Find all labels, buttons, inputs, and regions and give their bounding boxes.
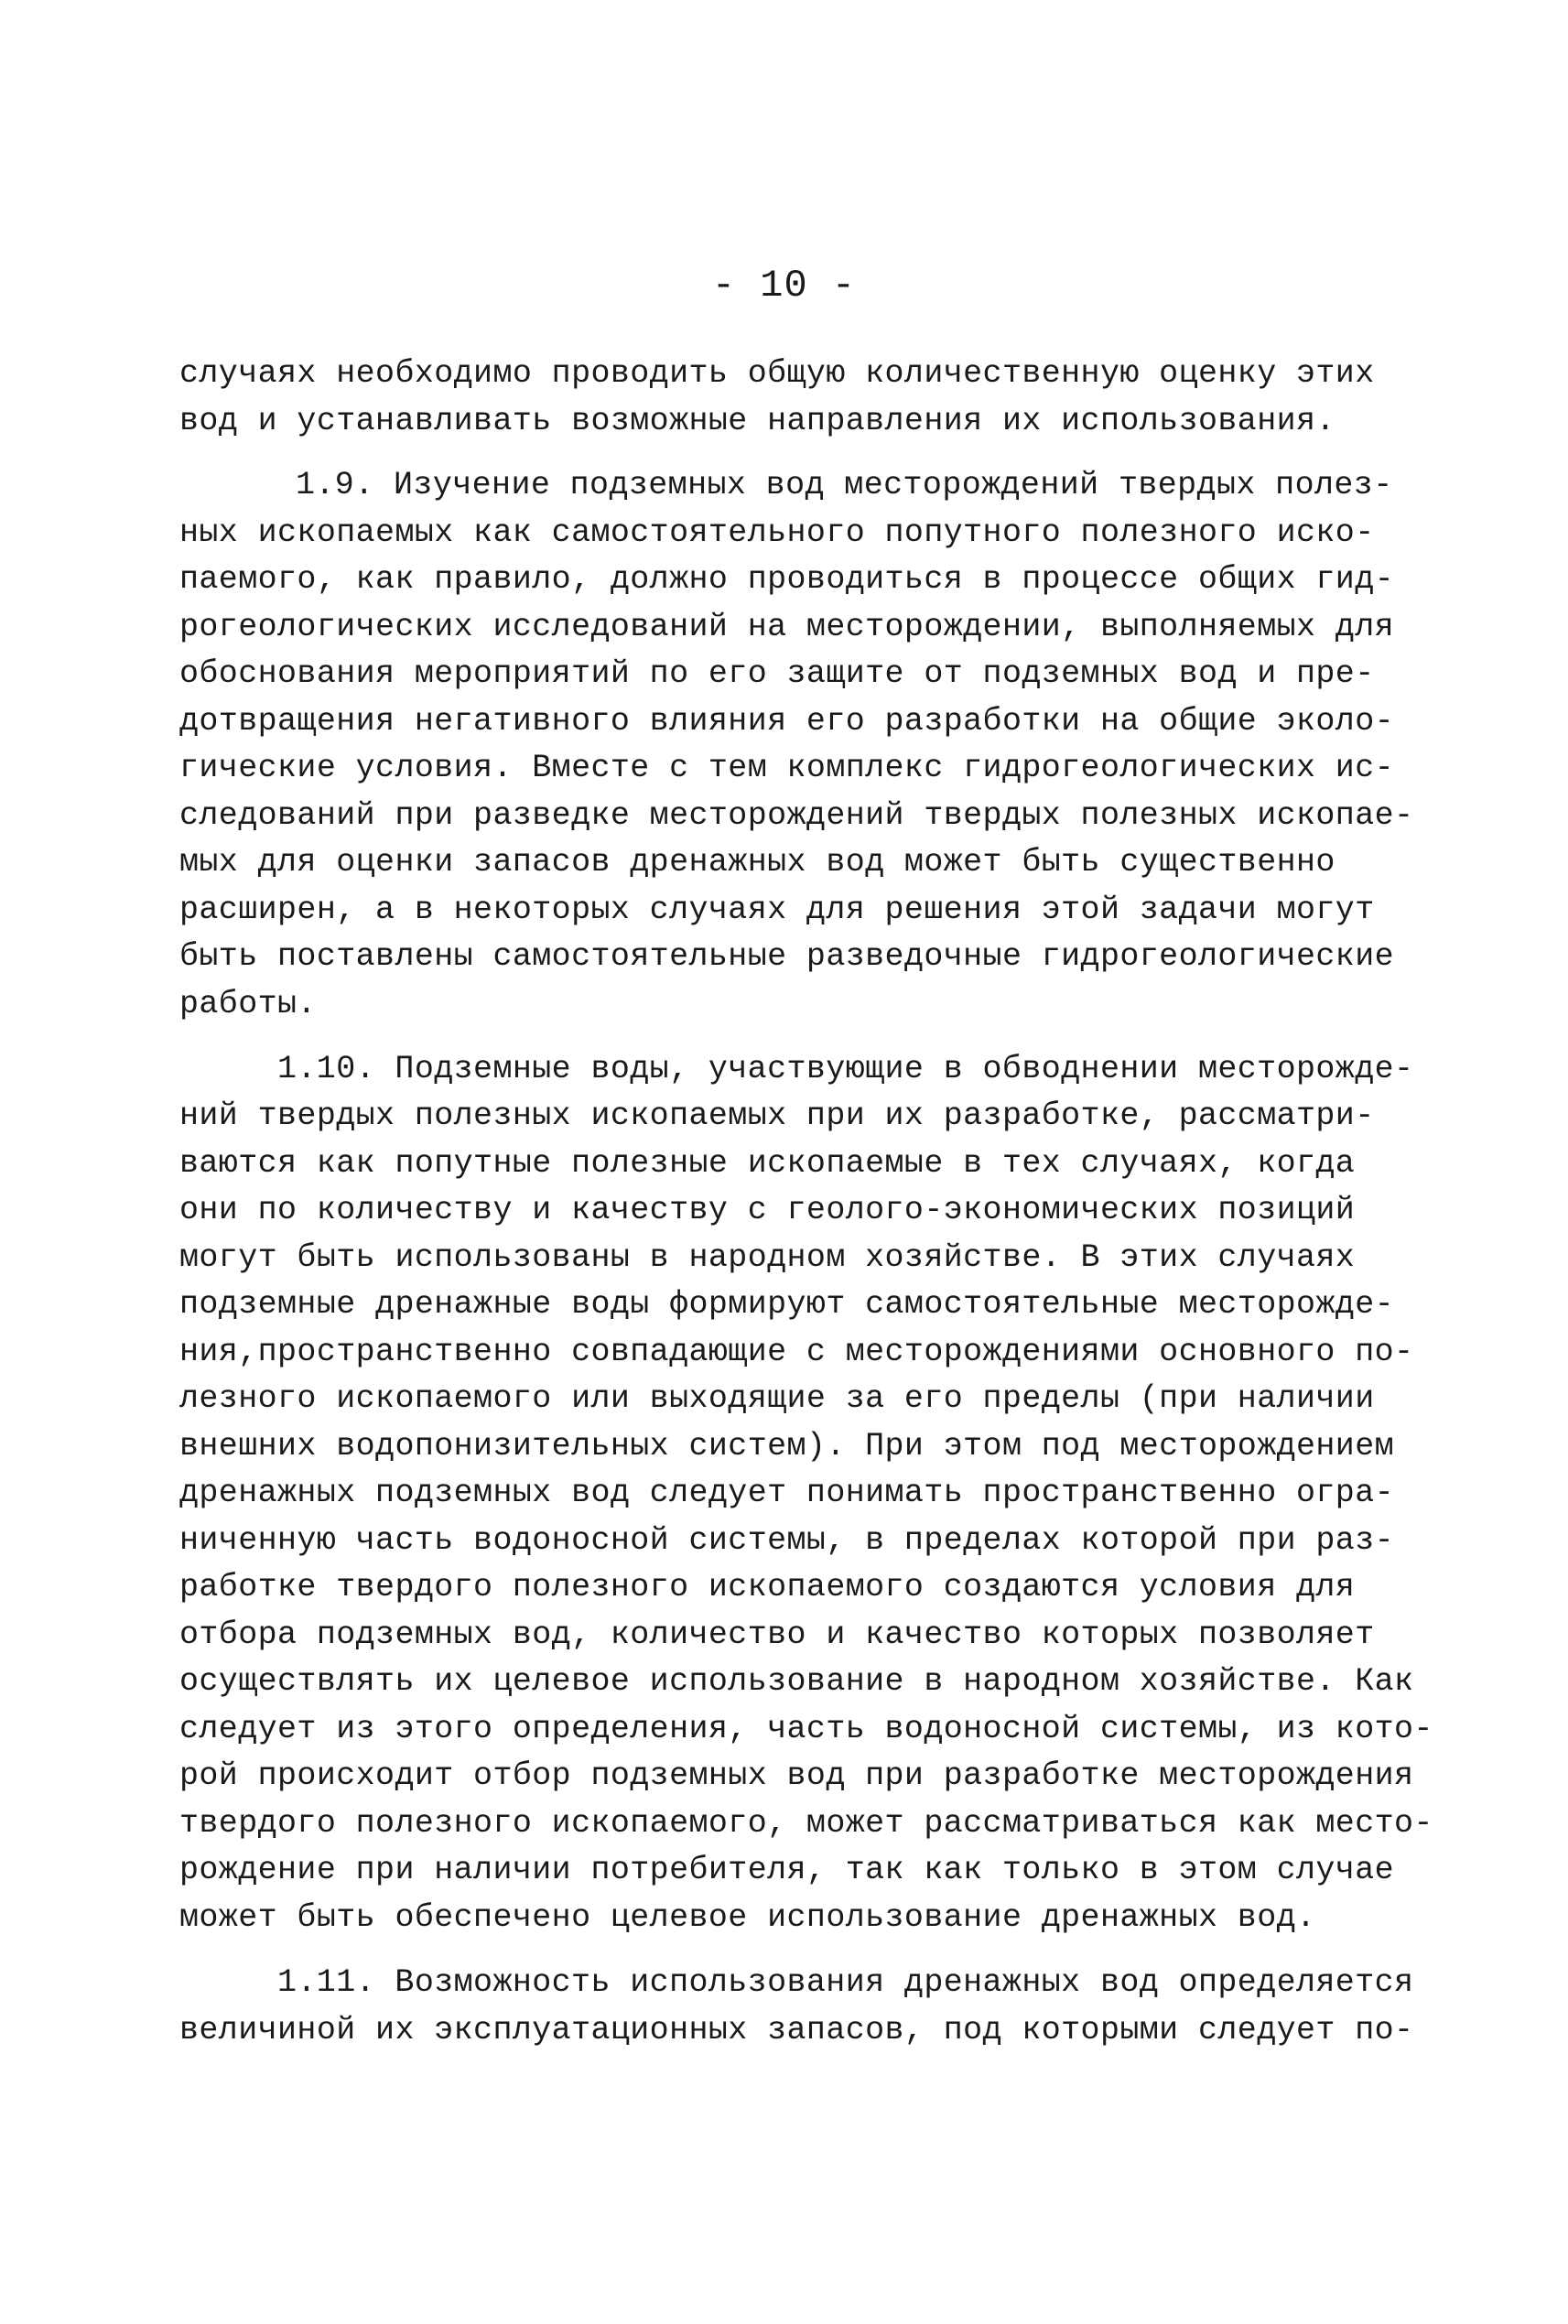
text-line: рой происходит отбор подземных вод при разработке месторождения (179, 1757, 1414, 1794)
text-line: 1.10. Подземные воды, участвующие в обводнении месторожде- (277, 1051, 1414, 1087)
text-line: ний твердых полезных ископаемых при их разработке, рассматри- (179, 1097, 1375, 1134)
text-line: работке твердого полезного ископаемого создаются условия для (179, 1569, 1356, 1605)
text-line: подземные дренажные воды формируют самостоятельные месторожде- (179, 1286, 1395, 1323)
text-line: расширен, а в некоторых случаях для решения этой задачи могут (179, 892, 1375, 928)
text-line: работы. (179, 986, 317, 1022)
text-line: осуществлять их целевое использование в народном хозяйстве. Как (179, 1663, 1414, 1700)
text-line: отбора подземных вод, количество и качество которых позволяет (179, 1616, 1375, 1653)
text-line: величиной их эксплуатационных запасов, под которыми следует по- (179, 2012, 1414, 2048)
text-line: 1.11. Возможность использования дренажных вод определяется (277, 1964, 1414, 2001)
text-line: обоснования мероприятий по его защите от подземных вод и пре- (179, 655, 1375, 692)
text-line: рождение при наличии потребителя, так как только в этом случае (179, 1852, 1395, 1888)
text-line: 1.9. Изучение подземных вод месторождений твердых полез- (296, 467, 1393, 503)
page-number: - 10 - (711, 264, 857, 308)
text-line: случаях необходимо проводить общую количественную оценку этих (179, 355, 1375, 392)
text-line: внешних водопонизительных систем). При этом под месторождением (179, 1428, 1395, 1465)
text-line: следований при разведке месторождений твердых полезных ископае- (179, 797, 1414, 834)
text-line: ниченную часть водоносной системы, в пределах которой при раз- (179, 1522, 1395, 1559)
text-line: паемого, как правило, должно проводиться в процессе общих гид- (179, 561, 1395, 598)
text-line: может быть обеспечено целевое использование дренажных вод. (179, 1899, 1316, 1936)
text-line: рогеологических исследований на месторождении, выполняемых для (179, 609, 1395, 645)
text-line: мых для оценки запасов дренажных вод может быть существенно (179, 844, 1336, 881)
text-line: могут быть использованы в народном хозяйстве. В этих случаях (179, 1239, 1356, 1276)
text-line: ваются как попутные полезные ископаемые в тех случаях, когда (179, 1145, 1356, 1182)
text-line: лезного ископаемого или выходящие за его пределы (при наличии (179, 1380, 1375, 1417)
text-line: ния,пространственно совпадающие с месторождениями основного по- (179, 1334, 1414, 1370)
text-line: следует из этого определения, часть водоносной системы, из кото- (179, 1711, 1433, 1747)
text-line: дотвращения негативного влияния его разработки на общие эколо- (179, 703, 1395, 740)
text-line: твердого полезного ископаемого, может рассматриваться как место- (179, 1805, 1433, 1842)
text-line: гические условия. Вместе с тем комплекс гидрогеологических ис- (179, 750, 1395, 786)
text-line: дренажных подземных вод следует понимать пространственно огра- (179, 1475, 1395, 1511)
text-line: вод и устанавливать возможные направления их использования. (179, 403, 1336, 439)
text-line: они по количеству и качеству с геолого-экономических позиций (179, 1192, 1356, 1228)
text-line: быть поставлены самостоятельные разведочные гидрогеологические (179, 938, 1395, 975)
text-line: ных ископаемых как самостоятельного попутного полезного иско- (179, 514, 1375, 551)
